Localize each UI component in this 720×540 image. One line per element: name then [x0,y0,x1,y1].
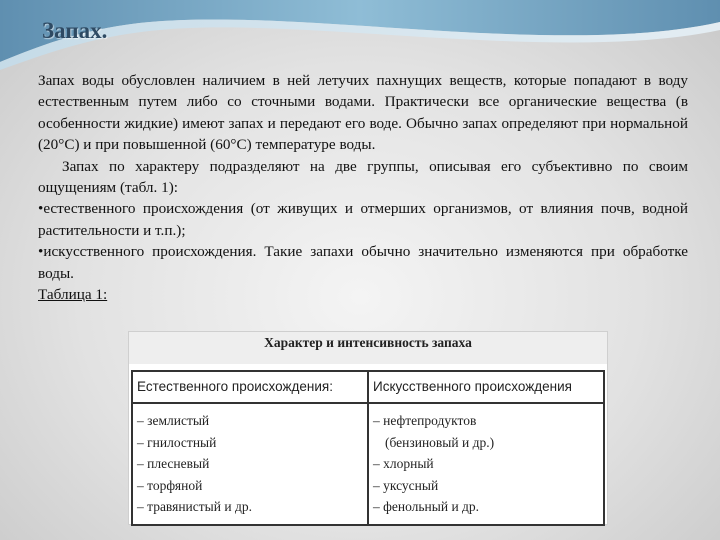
header-swoosh-decoration [0,0,720,80]
list-item: – нефтепродуктов [373,413,477,428]
header-artificial: Искусственного происхождения [368,371,604,403]
paragraph-groups: Запах по характеру подразделяют на две группы, описывая его субъективно по своим ощущениям (табл. 1): [38,157,688,197]
odor-table-figure [128,331,608,525]
bullet-natural: •естественного происхождения (от живущих и отмерших организмов, от влияния почв, водной растительности и т.п.); [38,200,688,239]
list-item: – торфяной [137,477,203,493]
list-item: (бензиновый и др.) [385,434,495,450]
header-natural: Естественного происхождения: [132,371,368,403]
body-text [38,70,688,305]
table-header-row [132,371,604,403]
table-row [132,403,604,525]
paragraph-intro: Запах воды обусловлен наличием в ней летучих пахнущих веществ, которые попадают в воду естественным путем либо со сточными водами. Практически все органические вещества (в особенности жидкие) имеют запах и передают его воде. Обычно запах определяют при нормальной (20°С) и при повышенной (60°С) температуре воды. [38,72,688,154]
list-item: – плесневый [137,456,210,471]
list-item: – гнилостный [137,434,217,450]
table-title: Характер и интенсивность запаха [129,332,607,364]
cell-natural [132,403,368,525]
list-item: – травянистый и др. [137,499,252,514]
list-item: – фенольный и др. [373,499,480,514]
bullet-artificial: •искусственного происхождения. Такие запахи обычно значительно изменяются при обработке воды. [38,243,688,282]
list-item: – уксусный [373,477,439,493]
table-caption: Таблица 1: [38,286,108,304]
list-item: – землистый [137,413,210,428]
list-item: – хлорный [373,456,434,471]
slide-title: Запах. [42,18,108,43]
cell-artificial [368,403,604,525]
odor-table [131,370,605,526]
